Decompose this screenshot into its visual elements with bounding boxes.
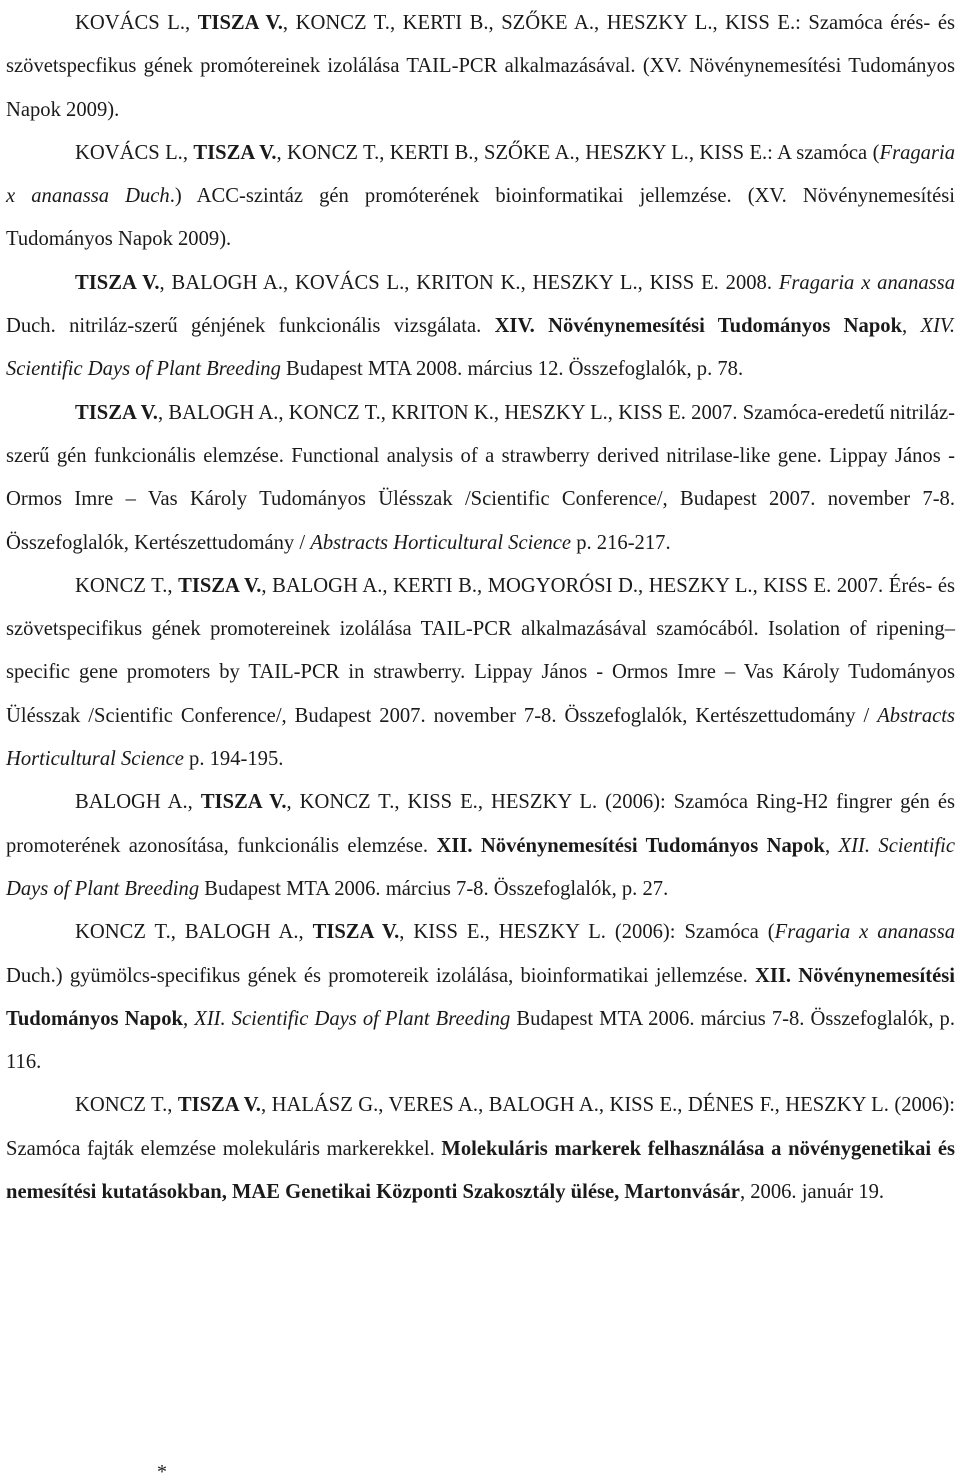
reference-text-segment: p. 216-217. <box>571 531 671 554</box>
reference-text-segment: , <box>902 315 921 338</box>
reference-text-segment: KOVÁCS L., <box>75 12 198 34</box>
reference-text-segment: TISZA V. <box>178 574 262 597</box>
reference-text-segment: Duch.) gyümölcs-specifikus gének és promotereik izolálása, bioinformatikai jellemzése. <box>6 964 756 987</box>
reference-text-segment: , BALOGH A., KOVÁCS L., KRITON K., HESZKY L., KISS E. 2008. <box>159 271 779 294</box>
reference-text-segment: TISZA V. <box>312 921 400 944</box>
reference-text-segment: TISZA V. <box>193 141 277 164</box>
reference-text-segment: , <box>183 1007 195 1030</box>
reference-text-segment: Fragaria x ananassa <box>778 271 955 294</box>
reference-text-segment: XII. Scientific Days of Plant Breeding <box>194 1007 511 1030</box>
reference-text-segment: , KONCZ T., KISS E., HESZKY L. (2006): Szamóca Ring-H2 fingrer gén és promoterének azonosítása, funkcionális elemzése. <box>6 791 955 857</box>
reference-text-segment: XII. Növénynemesítési Tudományos Napok <box>436 834 825 857</box>
reference-text-segment: , 2006. január 19. <box>739 1181 885 1204</box>
reference-text-segment: Fragaria x ananassa <box>774 921 956 944</box>
reference-text-segment: TISZA V. <box>200 791 287 814</box>
reference-text-segment: Abstracts Horticultural Science <box>6 704 955 771</box>
footnote-mark: * <box>157 1461 167 1483</box>
reference-text-segment: TISZA V. <box>75 271 160 294</box>
reference-list <box>6 2 955 1214</box>
reference-text-segment: , BALOGH A., KONCZ T., KRITON K., HESZKY L., KISS E. 2007. Szamóca-eredetű nitriláz-szerű gén funkcionális elemzése. Functional analysis of a strawberry derived nitrilase-like gene. Lippay János - Ormos Imre – Vas Károly Tudományos Ülésszak /Scientific Conference/, Budapest 2007. november 7-8. Összefoglalók, Kertészettudomány / <box>6 401 955 554</box>
reference-text-segment: Abstracts Horticultural Science <box>310 531 572 554</box>
reference-text-segment: Duch. nitriláz-szerű génjének funkcionális vizsgálata. <box>6 315 495 338</box>
reference-text-segment: .) ACC-szintáz gén promóterének bioinformatikai jellemzése. (XV. Növénynemesítési Tudományos Napok 2009). <box>6 185 955 251</box>
reference-text-segment: Budapest MTA 2008. március 12. Összefoglalók, p. 78. <box>280 358 744 381</box>
reference-text-segment: Budapest MTA 2006. március 7-8. Összefoglalók, p. 27. <box>199 877 669 900</box>
reference-text-segment: KONCZ T., BALOGH A., <box>75 921 313 944</box>
reference-text-segment: BALOGH A., <box>75 791 201 814</box>
reference-entry <box>6 565 955 781</box>
reference-entry <box>6 132 955 262</box>
reference-entry <box>6 911 955 1084</box>
reference-entry <box>6 1084 955 1214</box>
reference-text-segment: , BALOGH A., KERTI B., MOGYORÓSI D., HESZKY L., KISS E. 2007. Érés- és szövetspecifikus gének promotereinek izolálása TAIL-PCR alkalmazásával szamócából. Isolation of ripening–specific gene promoters by TAIL-PCR in strawberry. Lippay János - Ormos Imre – Vas Károly Tudományos Ülésszak /Scientific Conference/, Budapest 2007. november 7-8. Összefoglalók, Kertészettudomány / <box>6 574 955 727</box>
reference-text-segment: XIV. Scientific Days of Plant Breeding <box>6 315 956 381</box>
reference-text-segment: , HALÁSZ G., VERES A., BALOGH A., KISS E., DÉNES F., HESZKY L. (2006): Szamóca fajták elemzése molekuláris markerekkel. <box>6 1094 955 1160</box>
reference-text-segment: XII. Növénynemesítési Tudományos Napok <box>6 964 955 1030</box>
reference-text-segment: Molekuláris markerek felhasználása a növénygenetikai és nemesítési kutatásokban, MAE Genetikai Központi Szakosztály ülése, Martonvásár <box>6 1137 955 1204</box>
reference-text-segment: XII. Scientific Days of Plant Breeding <box>6 834 956 900</box>
reference-text-segment: XIV. Növénynemesítési Tudományos Napok <box>494 315 903 338</box>
reference-entry <box>6 2 955 132</box>
reference-entry <box>6 392 955 565</box>
reference-text-segment: KONCZ T., <box>75 574 179 597</box>
reference-text-segment: KONCZ T., <box>75 1094 178 1117</box>
reference-text-segment: TISZA V. <box>197 12 283 34</box>
reference-entry <box>6 262 955 392</box>
reference-text-segment: , KONCZ T., KERTI B., SZŐKE A., HESZKY L., KISS E.: A szamóca ( <box>276 141 880 164</box>
reference-text-segment: , <box>824 834 839 857</box>
reference-text-segment: Fragaria x ananassa Duch <box>6 141 956 208</box>
reference-entry <box>6 781 955 911</box>
reference-text-segment: , KONCZ T., KERTI B., SZŐKE A., HESZKY L., KISS E.: Szamóca érés- és szövetspecfikus gének promótereinek izolálása TAIL-PCR alkalmazásával. (XV. Növénynemesítési Tudományos Napok 2009). <box>6 12 955 121</box>
reference-text-segment: KOVÁCS L., <box>75 141 194 164</box>
reference-text-segment: Budapest MTA 2006. március 7-8. Összefoglalók, p. 116. <box>6 1007 955 1074</box>
reference-text-segment: , KISS E., HESZKY L. (2006): Szamóca ( <box>399 921 775 944</box>
reference-text-segment: TISZA V. <box>177 1094 261 1117</box>
reference-text-segment: TISZA V. <box>75 401 158 424</box>
reference-text-segment: p. 194-195. <box>183 748 284 771</box>
